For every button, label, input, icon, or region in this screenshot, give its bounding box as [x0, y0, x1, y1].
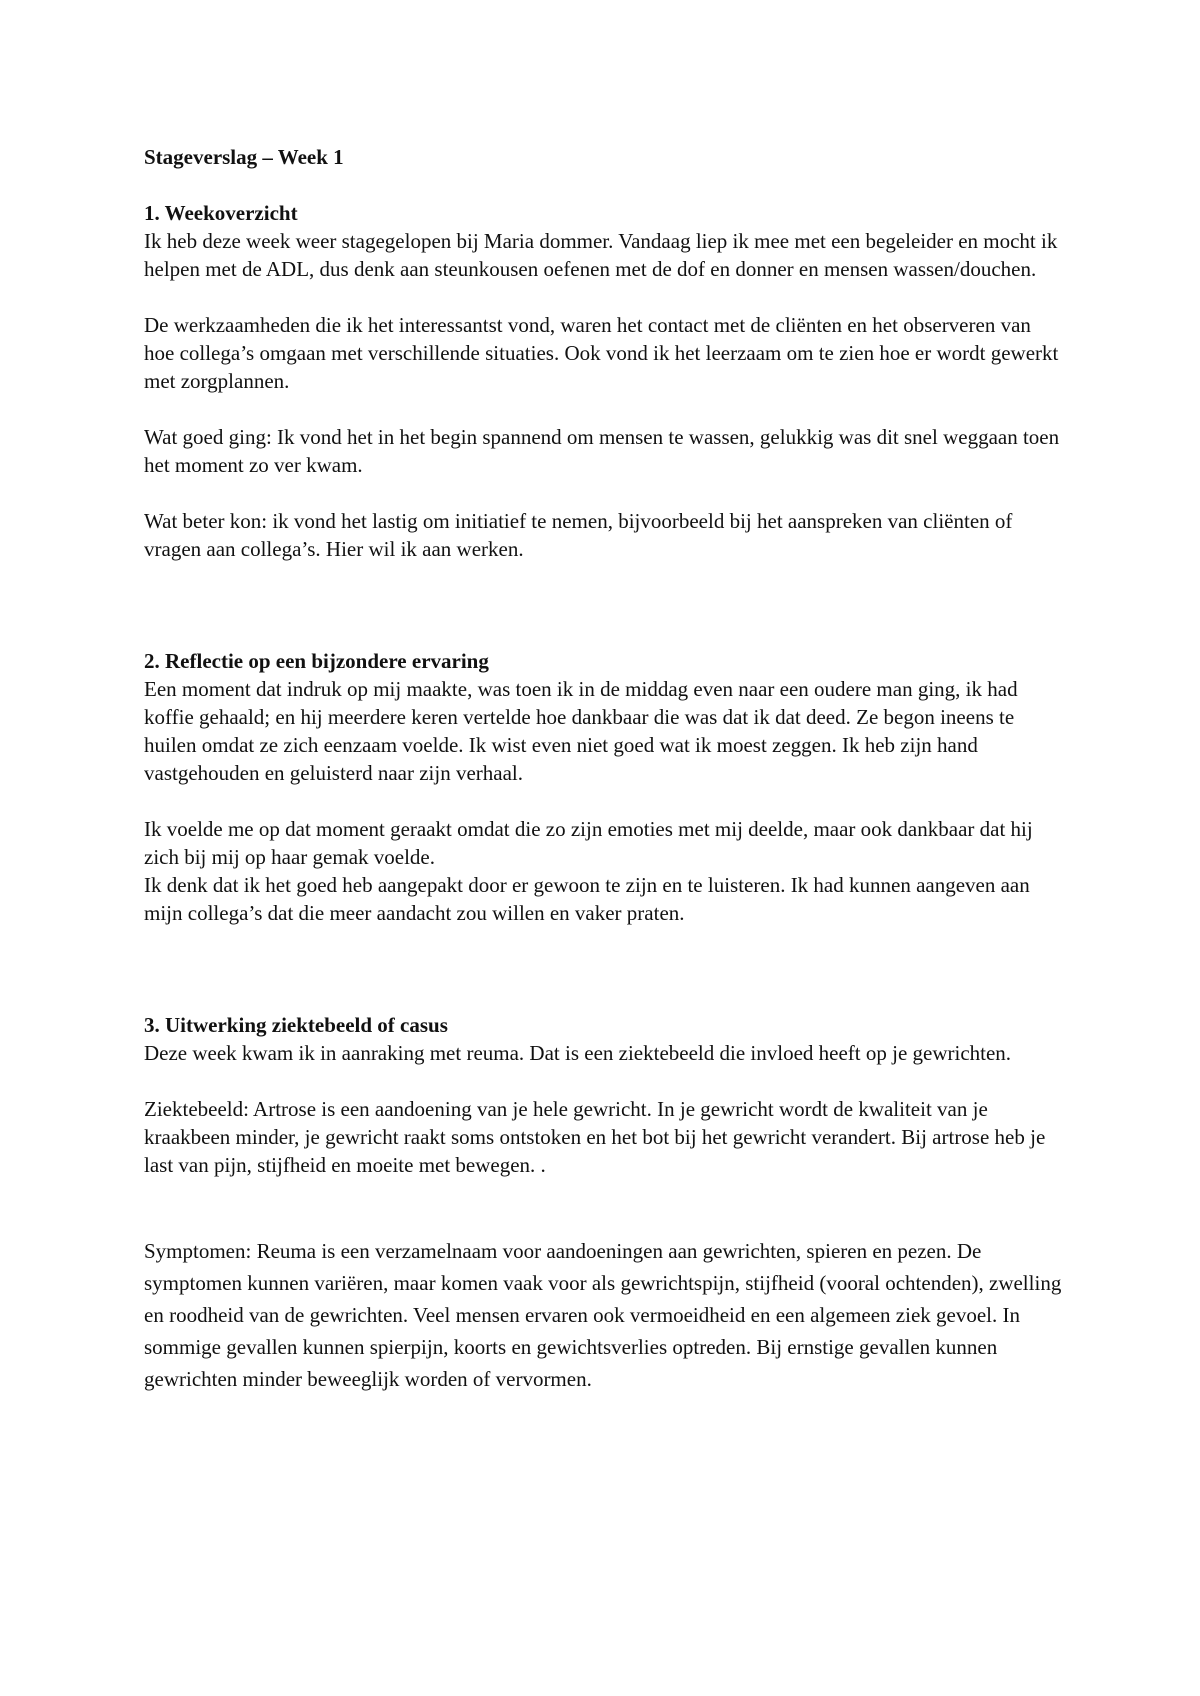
section-weekoverzicht: [144, 199, 1064, 563]
paragraph-reflectie-aanpak: Ik denk dat ik het goed heb aangepakt door er gewoon te zijn en te luisteren. Ik had kunnen aangeven aan mijn collega’s dat die meer aandacht zou willen en vaker praten.: [144, 873, 1030, 925]
paragraph-wat-goed-ging: Wat goed ging: Ik vond het in het begin spannend om mensen te wassen, gelukkig was dit snel weggaan toen het moment zo ver kwam.: [144, 425, 1060, 477]
paragraph-reflectie-moment: Een moment dat indruk op mij maakte, was toen ik in de middag even naar een oudere man ging, ik had koffie gehaald; en hij meerdere keren vertelde hoe dankbaar die was dat ik dat deed. Ze begon ineens te huilen omdat ze zich eenzaam voelde. Ik wist even niet goed wat ik moest zeggen. Ik heb zijn hand vastgehouden en geluisterd naar zijn verhaal.: [144, 677, 1018, 785]
spacer: [144, 1179, 1064, 1235]
paragraph-wat-beter-kon: Wat beter kon: ik vond het lastig om initiatief te nemen, bijvoorbeeld bij het aanspreken van cliënten of vragen aan collega’s. Hier wil ik aan werken.: [144, 509, 1013, 561]
spacer: [144, 927, 1064, 1011]
section-heading-weekoverzicht: 1. Weekoverzicht: [144, 201, 298, 225]
paragraph-ziektebeeld-intro: Deze week kwam ik in aanraking met reuma. Dat is een ziektebeeld die invloed heeft op je gewrichten.: [144, 1041, 1012, 1065]
section-reflectie: [144, 647, 1064, 927]
spacer: [144, 787, 1064, 815]
paragraph-ziektebeeld-artrose: Ziektebeeld: Artrose is een aandoening van je hele gewricht. In je gewricht wordt de kwaliteit van je kraakbeen minder, je gewricht raakt soms ontstoken en het bot bij het gewricht verandert. Bij artrose heb je last van pijn, stijfheid en moeite met bewegen. .: [144, 1097, 1046, 1177]
document-title: Stageverslag – Week 1: [144, 145, 344, 169]
section-ziektebeeld: [144, 1011, 1064, 1395]
spacer: [144, 1067, 1064, 1095]
paragraph-reflectie-gevoel: Ik voelde me op dat moment geraakt omdat die zo zijn emoties met mij deelde, maar ook dankbaar dat hij zich bij mij op haar gemak voelde.: [144, 817, 1033, 869]
paragraph-week-intro: Ik heb deze week weer stagegelopen bij Maria dommer. Vandaag liep ik mee met een begeleider en mocht ik helpen met de ADL, dus denk aan steunkousen oefenen met de dof en donner en mensen wassen/douchen.: [144, 229, 1058, 281]
document-body: [144, 143, 1064, 1395]
spacer: [144, 283, 1064, 311]
paragraph-symptomen: Symptomen: Reuma is een verzamelnaam voor aandoeningen aan gewrichten, spieren en pezen. De symptomen kunnen variëren, maar komen vaak voor als gewrichtspijn, stijfheid (vooral ochtenden), zwelling en roodheid van de gewrichten. Veel mensen ervaren ook vermoeidheid en een algemeen ziek gevoel. In sommige gevallen kunnen spierpijn, koorts en gewichtsverlies optreden. Bij ernstige gevallen kunnen gewrichten minder beweeglijk worden of vervormen.: [144, 1239, 1062, 1391]
paragraph-werkzaamheden: De werkzaamheden die ik het interessantst vond, waren het contact met de cliënten en het observeren van hoe collega’s omgaan met verschillende situaties. Ook vond ik het leerzaam om te zien hoe er wordt gewerkt met zorgplannen.: [144, 313, 1059, 393]
section-heading-reflectie: 2. Reflectie op een bijzondere ervaring: [144, 649, 489, 673]
section-heading-ziektebeeld: 3. Uitwerking ziektebeeld of casus: [144, 1013, 448, 1037]
spacer: [144, 395, 1064, 423]
spacer: [144, 479, 1064, 507]
spacer: [144, 563, 1064, 647]
